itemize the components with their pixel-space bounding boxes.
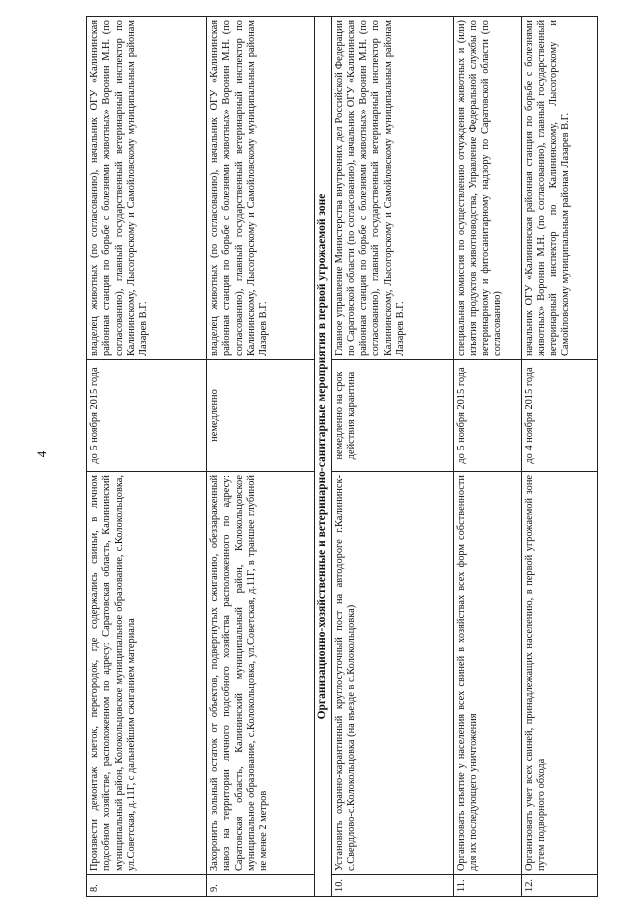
page-number: 4 [34,450,49,458]
table-row [331,17,453,897]
table-row [453,17,521,897]
term-text: до 4 ноября 2015 года [521,360,597,472]
rotated-table-frame [86,0,596,905]
responsible-text: Главное управление Министерства внутренних дел Российской Федерации по Саратовской области (по согласованию), начальник ОГУ «Калининская районная станция по борьбе с болезнями животных» Воронин М.Н. (по согласованию), главный государственный ветеринарный инспектор по Калининскому, Лысогорскому и Самойловскому муниципальным районам Лазарев В.Г. [331,17,453,360]
section-header-row [315,17,332,897]
row-number: 9. [207,875,315,897]
measure-text: Установить охранно-карантинный круглосуточный пост на автодороге г.Калининск-с.Свердлово-с.Колокольцовка (на въезде в с.Колокольцовка) [331,472,453,875]
table-row [87,17,207,897]
landscape-content [86,0,596,905]
measure-text: Захоронить зольный остаток от объектов, подвергнутых сжиганию, обеззараженный навоз на территории личного подсобного хозяйства расположенного по адресу: Саратовская область, Калининский муниципальный район, Колокольцовское муниципальное образование, с.Колокольцовка, ул.Советская, д.11Г, в траншее глубиной не менее 2 метров [207,472,315,875]
term-text: немедленно на срок действия карантина [331,360,453,472]
row-number: 8. [87,875,207,897]
row-number: 12. [521,875,597,897]
term-text: до 5 ноября 2015 года [87,360,207,472]
responsible-text: владелец животных (по согласованию), начальник ОГУ «Калининская районная станция по борьбе с болезнями животных» Воронин М.Н. (по согласованию), главный государственный ветеринарный инспектор по Калининскому, Лысогорскому и Самойловскому муниципальным районам Лазарев В.Г. [87,17,207,360]
measure-text: Организовать изъятие у населения всех свиней в хозяйствах всех форм собственности для их последующего уничтожения [453,472,521,875]
table-row [521,17,597,897]
responsible-text: специальная комиссия по осуществлению отчуждения животных и (или) изъятия продуктов животноводства, Управление Федеральной службы по ветеринарному и фитосанитарному надзору по Саратовской области (по согласованию) [453,17,521,360]
measures-table [86,16,598,897]
row-number: 10. [331,875,453,897]
responsible-text: владелец животных (по согласованию), начальник ОГУ «Калининская районная станция по борьбе с болезнями животных» Воронин М.Н. (по согласованию), главный государственный ветеринарный инспектор по Калининскому, Лысогорскому и Самойловскому муниципальным районам Лазарев В.Г. [207,17,315,360]
responsible-text: начальник ОГУ «Калининская районная станция по борьбе с болезнями животных» Воронин М.Н. (по согласованию), главный государственный ветеринарный инспектор по Калининскому, Лысогорскому и Самойловскому муниципальным районам Лазарев В.Г. [521,17,597,360]
term-text: до 5 ноября 2015 года [453,360,521,472]
table-row [207,17,315,897]
term-text: немедленно [207,360,315,472]
measure-text: Произвести демонтаж клеток, перегородок, где содержались свиньи, в личном подсобном хозяйстве, расположенном по адресу: Саратовская область, Калининский муниципальный район, Колокольцовское муниципальное образование, с.Колокольцовка, ул.Советская, д.11Г, с дальнейшим сжиганием материала [87,472,207,875]
row-number: 11. [453,875,521,897]
section-title: Организационно-хозяйственные и ветеринарно-санитарные мероприятия в первой угрожаемой зоне [315,17,332,897]
measure-text: Организовать учет всех свиней, принадлежащих населению, в первой угрожаемой зоне путем подворного обхода [521,472,597,875]
